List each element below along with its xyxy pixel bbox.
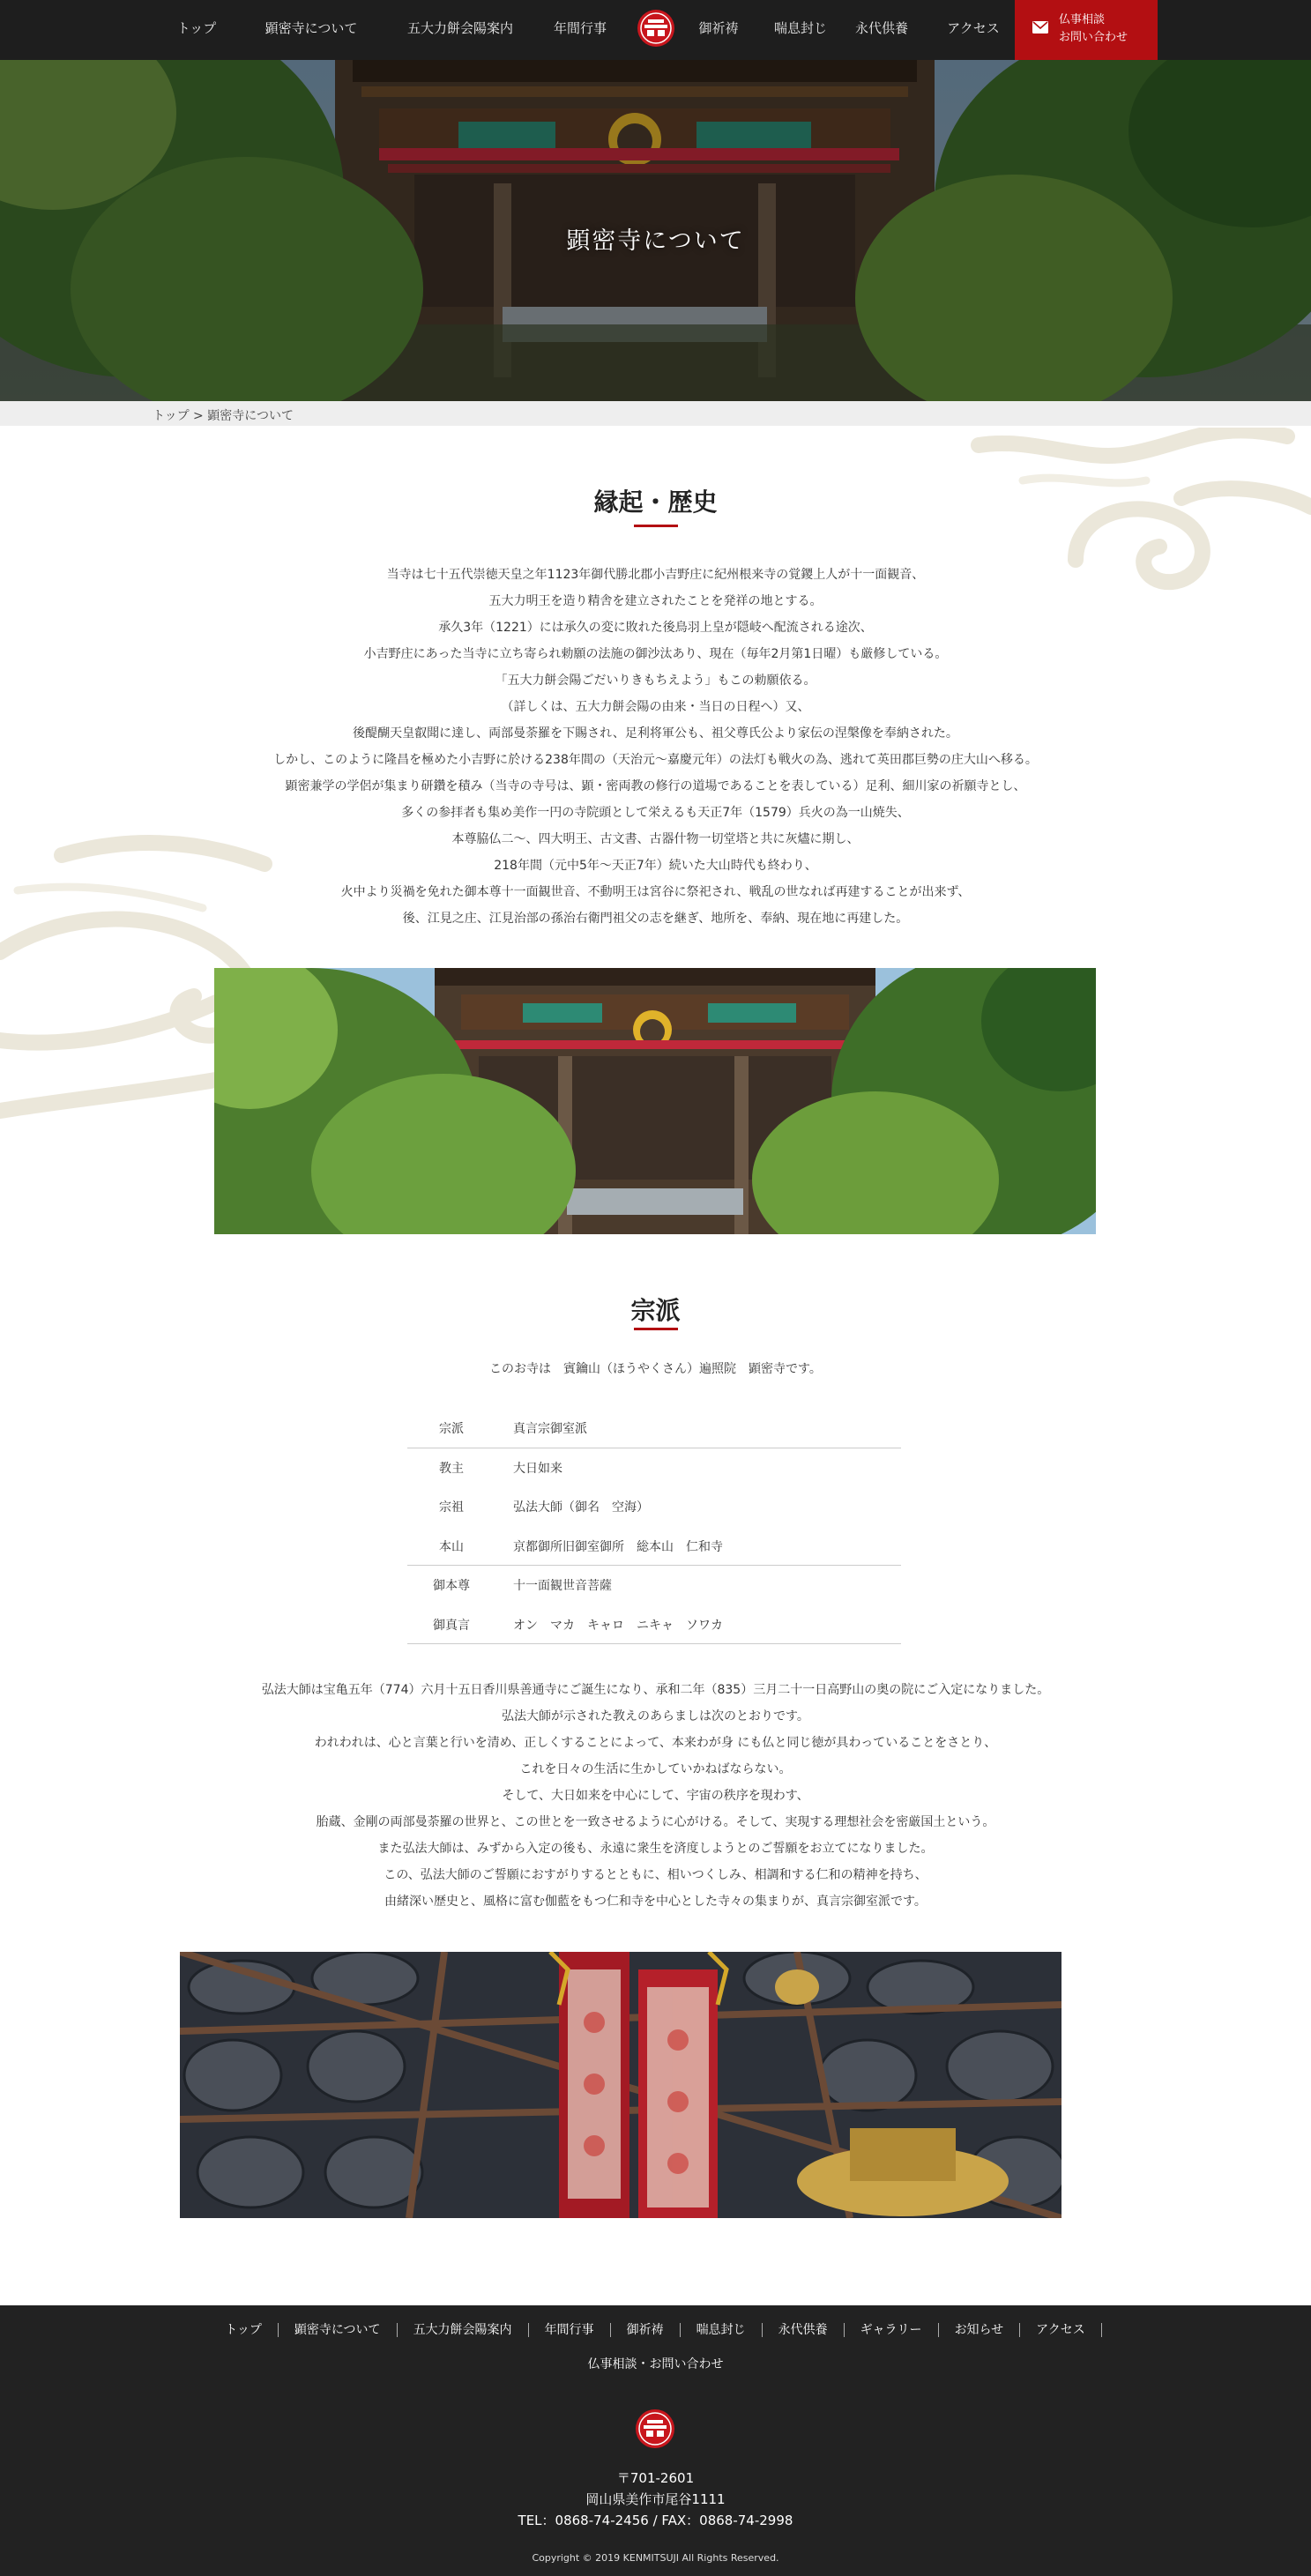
sect-table-key: 教主 [439, 1461, 464, 1476]
history-line: 「五大力餅会陽ごだいりきもちえよう」もこの勅願依る。 [495, 674, 816, 688]
sect-table-key: 宗祖 [439, 1500, 464, 1515]
footer-nav-item[interactable]: 年間行事 [529, 2323, 611, 2337]
history-line: 本尊脇仏二～、四大明王、古文書、古器什物一切堂塔と共に灰燼に期し、 [451, 832, 860, 846]
nav-item-memorial[interactable]: 永代供養 [854, 20, 909, 36]
top-nav [0, 0, 1311, 60]
footer-nav-item[interactable]: トップ [209, 2323, 279, 2337]
footer-nav-item[interactable]: お知らせ [939, 2323, 1021, 2337]
sect-table-key: 本山 [439, 1539, 464, 1554]
temple-crest-icon[interactable] [635, 2408, 675, 2449]
sect-line: これを日々の生活に生かしていかねばならない。 [519, 1762, 792, 1776]
footer-tel: TEL：0868-74-2456 / FAX：0868-74-2998 [518, 2513, 793, 2528]
contact-button[interactable] [1015, 0, 1158, 60]
footer-postal: 〒701-2601 [616, 2470, 695, 2486]
sect-intro: このお寺は 賓鑰山（ほうやくさん）遍照院 顕密寺です。 [489, 1362, 822, 1376]
breadcrumb-current: 顕密寺について [207, 409, 294, 423]
sect-title: 宗派 [630, 1296, 681, 1325]
envelope-icon [1032, 21, 1048, 34]
footer-nav-item[interactable]: アクセス [1020, 2323, 1102, 2337]
nav-item-prayer[interactable]: 御祈祷 [698, 20, 739, 36]
history-line: 当寺は七十五代崇徳天皇之年1123年御代勝北郡小吉野庄に紀州根来寺の覚鑁上人が十一面観音、 [386, 568, 925, 582]
sect-table-value: オン マカ キャロ ニキャ ソワカ [513, 1618, 723, 1633]
sect-table [407, 1409, 901, 1644]
history-line: 多くの参拝者も集め美作一円の寺院頭として栄えるも天正7年（1579）兵火の為一山焼失、 [401, 806, 910, 820]
temple-interior-image [180, 1952, 1061, 2218]
sect-line: 弘法大師は宝亀五年（774）六月十五日香川県善通寺にご誕生になり、承和二年（835）三月二十一日高野山の奥の院にご入定になりました。 [261, 1683, 1050, 1697]
footer-nav-item[interactable]: 五大力餅会陽案内 [398, 2323, 529, 2337]
sect-text [0, 1677, 1311, 1915]
footer-address-line: 岡山県美作市尾谷1111 [585, 2491, 726, 2507]
sect-table-key: 御真言 [433, 1618, 470, 1633]
sect-line: 胎蔵、金剛の両部曼荼羅の世界と、この世とを一致させるように心がける。そして、実現する理想社会を密厳国土という。 [316, 1815, 995, 1829]
footer-nav [0, 2323, 1311, 2344]
sect-table-value: 十一面観世音菩薩 [513, 1579, 612, 1593]
history-line: 後醍醐天皇叡聞に達し、両部曼荼羅を下賜され、足利将軍公も、祖父尊氏公より家伝の涅槃像を奉納された。 [353, 726, 958, 741]
contact-label-1: 仏事相談 [1059, 13, 1106, 26]
sect-table-value: 真言宗御室派 [513, 1422, 587, 1436]
breadcrumb-separator: > [189, 409, 208, 423]
footer-nav-item[interactable]: 永代供養 [763, 2323, 845, 2337]
sect-line: また弘法大師は、みずから入定の後も、永遠に衆生を済度しようとのご誓願をお立てになりました。 [377, 1842, 934, 1856]
breadcrumb-home[interactable]: トップ [153, 409, 190, 423]
footer-contact-link[interactable]: 仏事相談・お問い合わせ [587, 2357, 724, 2371]
sect-line: この、弘法大師のご誓願におすがりするとともに、相いつくしみ、相調和する仁和の精神を持ち、 [384, 1868, 927, 1882]
history-line: 火中より災禍を免れた御本尊十一面観世音、不動明王は宮谷に祭祀され、戦乱の世なれば再建することが出来ず、 [340, 885, 971, 899]
hero-title: 顕密寺について [566, 227, 745, 255]
sect-table-row [407, 1527, 901, 1567]
history-line: 後、江見之庄、江見治部の孫治右衛門祖父の志を継ぎ、地所を、奉納、現在地に再建した。 [402, 912, 909, 926]
footer-nav-item[interactable]: 顕密寺について [279, 2323, 398, 2337]
nav-item-about[interactable]: 顕密寺について [264, 20, 358, 36]
history-line: 小吉野庄にあった当寺に立ち寄られ勅願の法施の御沙汰あり、現在（毎年2月第1日曜）も厳修している。 [363, 647, 948, 661]
temple-crest-icon[interactable] [637, 9, 675, 48]
sect-table-value: 大日如来 [513, 1461, 562, 1476]
nav-item-access[interactable]: アクセス [947, 20, 1000, 36]
history-line: 承久3年（1221）には承久の変に敗れた後鳥羽上皇が隠岐へ配流される途次、 [438, 621, 873, 635]
sect-table-key: 御本尊 [433, 1579, 470, 1593]
sect-table-value: 京都御所旧御室御所 総本山 仁和寺 [513, 1539, 723, 1554]
history-title: 縁起・歴史 [593, 488, 718, 517]
breadcrumb [0, 401, 1311, 426]
history-text [0, 562, 1311, 932]
nav-item-godairiki[interactable]: 五大力餅会陽案内 [406, 20, 514, 36]
history-line: しかし、このように隆昌を極めた小吉野に於ける238年間の（天治元～嘉慶元年）の法灯も戦火の為、逃れて英田郡巨勢の庄大山へ移る。 [273, 753, 1038, 767]
footer-nav-item[interactable]: ギャラリー [845, 2323, 939, 2337]
sect-table-row [407, 1566, 901, 1605]
sect-table-value: 弘法大師（御名 空海） [513, 1500, 649, 1515]
footer-address [0, 2468, 1311, 2531]
contact-label-2: お問い合わせ [1059, 31, 1129, 44]
nav-item-top[interactable]: トップ [176, 20, 217, 36]
sect-table-row [407, 1409, 901, 1448]
sect-line: 由緒深い歴史と、風格に富む伽藍をもつ仁和寺を中心とした寺々の集まりが、真言宗御室派です。 [384, 1895, 927, 1909]
hero-banner [0, 60, 1311, 401]
sect-table-key: 宗派 [439, 1422, 464, 1436]
sect-table-row [407, 1605, 901, 1645]
copyright: Copyright © 2019 KENMITSUJI All Rights Reserved. [532, 2552, 779, 2564]
nav-item-events[interactable]: 年間行事 [553, 20, 607, 36]
history-title-underline [634, 525, 678, 527]
history-line: （詳しくは、五大力餅会陽の由来・当日の日程へ）又、 [501, 700, 810, 714]
nav-item-asthma[interactable]: 喘息封じ [773, 20, 828, 36]
footer [0, 2305, 1311, 2576]
footer-nav-contact [0, 2355, 1311, 2372]
history-line: 顕密兼学の学侶が集まり研鑽を積み（当寺の寺号は、顕・密両教の修行の道場であることを表している）足利、細川家の祈願寺とし、 [285, 779, 1026, 793]
temple-gate-image [214, 968, 1096, 1234]
sect-table-row [407, 1448, 901, 1488]
sect-line: そして、大日如来を中心にして、宇宙の秩序を現わす、 [502, 1789, 809, 1803]
footer-nav-item[interactable]: 喘息封じ [681, 2323, 763, 2337]
sect-table-row [407, 1487, 901, 1527]
history-line: 218年間（元中5年～天正7年）続いた大山時代も終わり、 [494, 859, 817, 873]
sect-line: われわれは、心と言葉と行いを清め、正しくすることによって、本来わが身 にも仏と同じ徳が具わっていることをさとり、 [314, 1736, 997, 1750]
sect-title-underline [634, 1328, 678, 1330]
sect-line: 弘法大師が示された教えのあらましは次のとおりです。 [502, 1709, 809, 1724]
footer-nav-item[interactable]: 御祈祷 [611, 2323, 681, 2337]
history-line: 五大力明王を造り精舎を建立されたことを発祥の地とする。 [488, 594, 823, 608]
